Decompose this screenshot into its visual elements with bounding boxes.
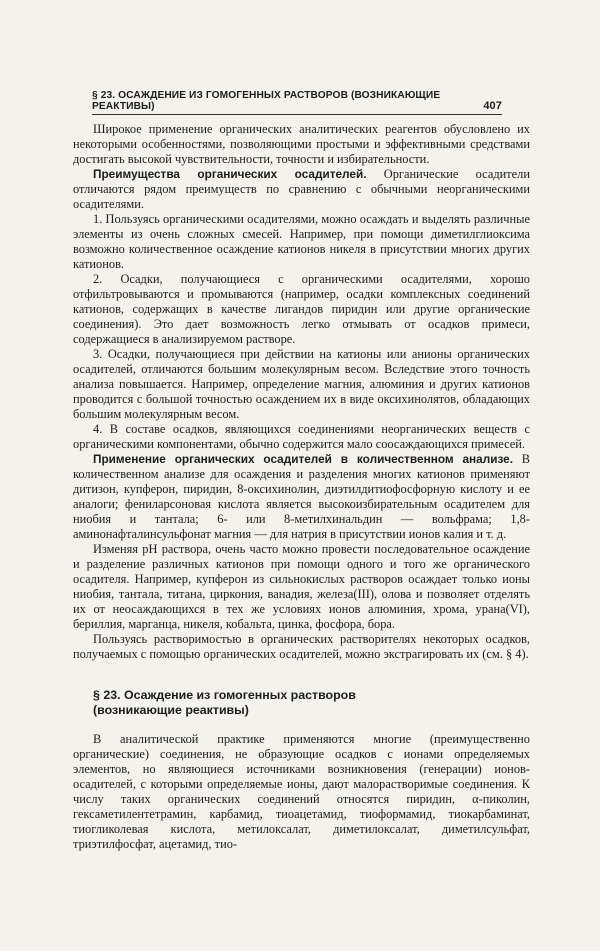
section-title-line-2: (возникающие реактивы) [93, 703, 249, 717]
paragraph-advantages [73, 167, 530, 212]
paragraph-usage [73, 452, 530, 542]
section-title-line-1: § 23. Осаждение из гомогенных растворов [93, 688, 356, 702]
list-item-3: 3. Осадки, получающиеся при действии на катионы или анионы органических осадителей, отличаются большим молекулярным весом. Вследствие этого точность анализа повышается. Например, определение магния, алюминия и других катионов проводится с большой точностью осаждением их в виде оксихинолятов, обладающих большим молекулярным весом. [73, 347, 530, 421]
list-item-2: 2. Осадки, получающиеся с органическими осадителями, хорошо отфильтровываются и промываются (например, осадки комплексных соединений катионов, содержащих в качестве лигандов пиридин или другие органические соединения). Это дает возможность легко отмывать от осадков примеси, содержащиеся в анализируемом растворе. [73, 272, 530, 346]
paragraph-ph: Изменяя pH раствора, очень часто можно провести последовательное осаждение и разделение различных катионов при помощи одного и того же органического осадителя. Например, купферон из сильнокислых растворов осаждает только ионы ниобия, тантала, титана, циркония, ванадия, железа(III), олова и позволяет отделять их от неосаждающихся в тех же условиях ионов алюминия, хрома, урана(VI), бериллия, марганца, никеля, кобальта, цинка, фосфора, бора. [73, 542, 530, 631]
paragraph-intro: Широкое применение органических аналитических реагентов обусловлено их некоторыми особенностями, позволяющими простыми и эффективными средствами достигать высокой чувствительности, точности и избирательности. [73, 122, 530, 166]
paragraph-solubility: Пользуясь растворимостью в органических растворителях некоторых осадков, получаемых с помощью органических осадителей, можно экстрагировать их (см. § 4). [73, 632, 530, 661]
page-number: 407 [483, 100, 502, 112]
usage-text: В количественном анализе для осаждения и разделения многих катионов применяют дитизон, купферон, пиридин, 8-оксихинолин, диэтилдитиофосфорную кислоту и ее аналоги; фениларсоновая кислота является высокоизбирательным осадителем для ниобия и тантала; 6- или 8-метилхинальдин — вольфрама; 1,8-аминонафталинсульфонат магния — для натрия в присутствии ионов калия и т. д. [73, 452, 530, 541]
section-title [93, 688, 530, 718]
list-item-1: 1. Пользуясь органическими осадителями, можно осаждать и выделять различные элементы из очень сложных смесей. Например, при помощи диметилглиоксима возможно количественное осаждение катионов никеля в присутствии многих других катионов. [73, 212, 530, 271]
running-title: § 23. ОСАЖДЕНИЕ ИЗ ГОМОГЕННЫХ РАСТВОРОВ (ВОЗНИКАЮЩИЕ РЕАКТИВЫ) [92, 90, 441, 112]
advantages-text: Органические осадители отличаются рядом преимуществ по сравнению с обычными неорганическими осадителями. [73, 167, 530, 211]
advantages-heading: Преимущества органических осадителей. [93, 167, 367, 181]
usage-heading: Применение органических осадителей в количественном анализе. [93, 452, 514, 466]
running-header [92, 90, 502, 115]
paragraph-section-text: В аналитической практике применяются многие (преимущественно органические) соединения, не образующие осадков с ионами определяемых элементов, но являющиеся источниками возникновения (генерации) ионов-осадителей, с которыми определяемые ионы, дают малорастворимые соединения. К числу таких органических соединений относятся пиридин, α-пиколин, гексаметилентетрамин, карбамид, тиоацетамид, тиоформамид, тиокарбаминат, тиогликолевая кислота, метилоксалат, диметилоксалат, диметилсульфат, триэтилфосфат, ацетамид, тио- [73, 732, 530, 851]
page-body [73, 122, 530, 852]
list-item-4: 4. В составе осадков, являющихся соединениями неорганических веществ с органическими компонентами, обычно содержится мало соосаждающихся примесей. [73, 422, 530, 451]
